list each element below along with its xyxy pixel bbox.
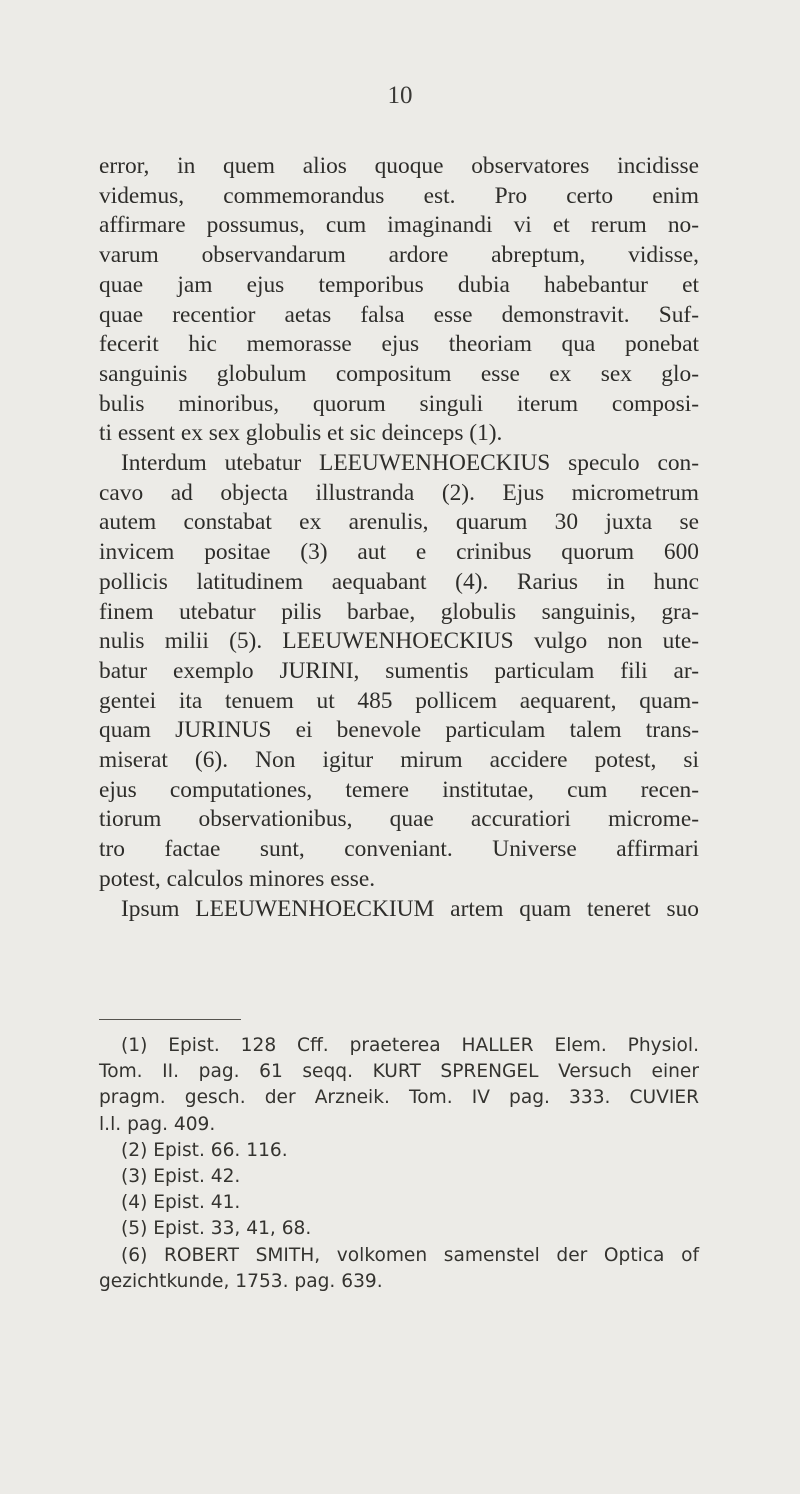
footnote-line: (1) Epist. 128 Cff. praeterea HALLER Elem. Physiol. — [121, 1035, 699, 1056]
footnote-line: pragm. gesch. der Arzneik. Tom. IV pag. 333. CUVIER — [99, 1087, 699, 1109]
text-line: potest, calculos minores esse. — [99, 865, 376, 892]
text-line: finem utebatur pilis barbae, globulis sanguinis, gra- — [99, 598, 699, 625]
text-line: batur exemplo JURINI, sumentis particulam fili ar- — [99, 657, 699, 684]
footnotes — [99, 1033, 699, 1295]
text-line: affirmare possumus, cum imaginandi vi et rerum no- — [99, 212, 699, 239]
text-line: tiorum observationibus, quae accuratiori microme- — [99, 806, 699, 833]
footnote-line: (5) Epist. 33, 41, 68. — [121, 1218, 312, 1240]
footnote-divider — [99, 1019, 241, 1020]
text-line: pollicis latitudinem aequabant (4). Rarius in hunc — [99, 568, 699, 595]
text-line: quae jam ejus temporibus dubia habebantur et — [99, 271, 699, 298]
text-line: ejus computationes, temere institutae, cum recen- — [99, 776, 699, 803]
text-line: autem constabat ex arenulis, quarum 30 juxta se — [99, 509, 699, 536]
text-line: gentei ita tenuem ut 485 pollicem aequarent, quam- — [99, 687, 699, 714]
footnote-line: (6) ROBERT SMITH, volkomen samenstel der Optica of — [121, 1244, 699, 1266]
text-line: error, in quem alios quoque observatores incidisse — [99, 153, 699, 179]
footnote-line: (2) Epist. 66. 116. — [121, 1139, 288, 1161]
text-line: videmus, commemorandus est. Pro certo enim — [99, 182, 699, 209]
text-line: ti essent ex sex globulis et sic deinceps (1). — [99, 420, 503, 447]
text-line: tro factae sunt, conveniant. Universe affirmari — [99, 836, 699, 863]
footnote-line: Tom. II. pag. 61 seqq. KURT SPRENGEL Versuch einer — [99, 1061, 699, 1083]
text-line: sanguinis globulum compositum esse ex sex glo- — [99, 360, 699, 387]
text-line: invicem positae (3) aut e crinibus quorum 600 — [99, 539, 699, 566]
text-line: quae recentior aetas falsa esse demonstravit. Suf- — [99, 301, 699, 328]
text-line: fecerit hic memorasse ejus theoriam qua ponebat — [99, 331, 699, 358]
text-line: cavo ad objecta illustranda (2). Ejus micrometrum — [99, 479, 699, 506]
main-text — [99, 152, 699, 924]
footnote-line: (4) Epist. 41. — [121, 1192, 241, 1214]
footnote-line: (3) Epist. 42. — [121, 1166, 241, 1188]
page-number: 10 — [387, 82, 413, 109]
text-line: Interdum utebatur LEEUWENHOECKIUS speculo con- — [121, 450, 699, 477]
text-line: miserat (6). Non igitur mirum accidere potest, si — [99, 747, 699, 774]
footnote-line: l.l. pag. 409. — [99, 1113, 216, 1135]
text-line: bulis minoribus, quorum singuli iterum composi- — [99, 390, 699, 417]
footnote-line: gezichtkunde, 1753. pag. 639. — [99, 1270, 383, 1292]
text-line: Ipsum LEEUWENHOECKIUM artem quam teneret suo — [121, 895, 699, 922]
text-line: varum observandarum ardore abreptum, vidisse, — [99, 242, 699, 269]
text-line: quam JURINUS ei benevole particulam talem trans- — [99, 717, 699, 744]
text-line: nulis milii (5). LEEUWENHOECKIUS vulgo non ute- — [99, 628, 699, 655]
